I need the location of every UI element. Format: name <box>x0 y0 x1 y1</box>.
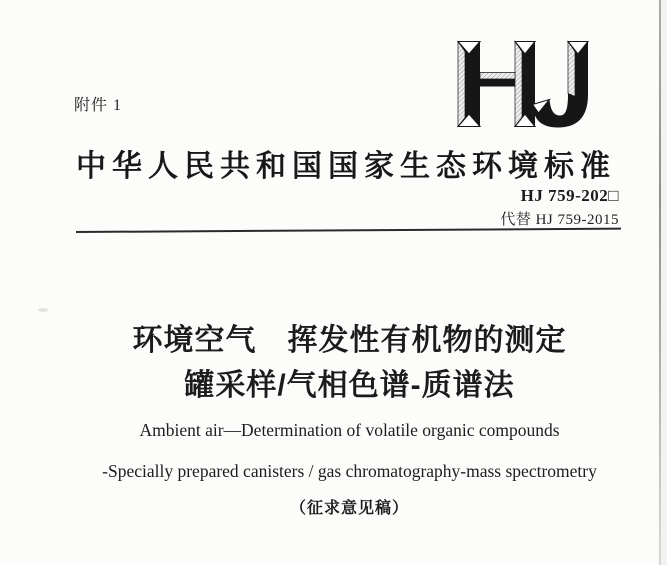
hj-logo <box>457 40 589 128</box>
title-cn-line2: 罐采样/气相色谱-质谱法 <box>184 369 515 402</box>
draft-note: （征求意见稿） <box>289 500 409 517</box>
title-cn-line1: 环境空气 挥发性有机物的测定 <box>132 324 567 357</box>
header-rule <box>76 228 621 234</box>
hj-logo-graphic <box>457 40 589 128</box>
title-en-line1: Ambient air—Determination of volatile organic compounds <box>139 420 560 440</box>
attachment-label: 附件 1 <box>74 97 123 114</box>
replaces-label: 代替 HJ 759-2015 <box>500 212 619 228</box>
standard-heading: 中华人民共和国国家生态环境标准 <box>76 150 616 183</box>
scan-edge-strip <box>661 0 667 565</box>
standard-number-block <box>500 186 619 229</box>
scan-smudge <box>38 308 48 312</box>
title-en-line2: -Specially prepared canisters / gas chromatography-mass spectrometry <box>102 461 597 481</box>
standard-number: HJ 759-202□ <box>520 186 619 205</box>
